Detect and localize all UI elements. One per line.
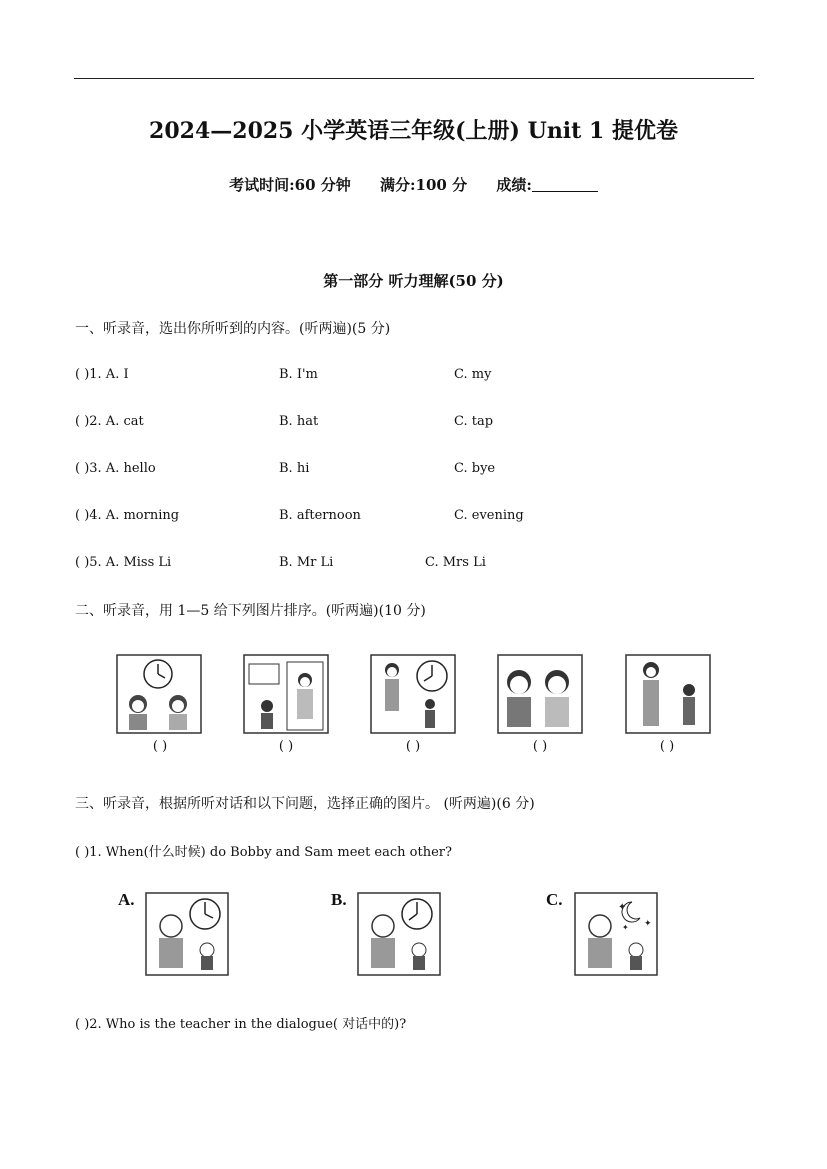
option-c: C. my: [454, 367, 492, 382]
exam-time: 考试时间:60 分钟: [229, 176, 351, 194]
grade-field: 成绩:: [496, 176, 598, 194]
picture-woman-boy: [625, 654, 711, 734]
section-title: 第一部分 听力理解(50 分): [323, 272, 504, 290]
question-a: ( )2. A. cat: [75, 414, 144, 429]
part1-heading: 一、听录音，选出你所听到的内容。(听两遍)(5 分): [75, 321, 391, 337]
question-a: ( )3. A. hello: [75, 461, 156, 476]
option-b: B. hat: [279, 414, 319, 429]
order-blank-3[interactable]: ( ): [405, 739, 421, 754]
picture-boy-girl: [497, 654, 583, 734]
option-b-picture[interactable]: [357, 892, 441, 976]
part3-heading: 三、听录音，根据所听对话和以下问题，选择正确的图片。 (听两遍)(6 分): [75, 796, 535, 812]
picture-door-woman: [243, 654, 329, 734]
svg-text:✦: ✦: [622, 923, 629, 932]
full-score: 满分:100 分: [380, 176, 468, 194]
order-blank-1[interactable]: ( ): [152, 739, 168, 754]
part2-heading: 二、听录音，用 1—5 给下列图片排序。(听两遍)(10 分): [75, 603, 426, 619]
picture-woman-clock: [370, 654, 456, 734]
option-a-picture[interactable]: [145, 892, 229, 976]
question-a: ( )5. A. Miss Li: [75, 555, 172, 570]
option-b: B. afternoon: [279, 508, 361, 523]
question-a: ( )1. A. I: [75, 367, 129, 382]
question-a: ( )4. A. morning: [75, 508, 180, 523]
option-c: C. Mrs Li: [425, 555, 486, 570]
grade-blank: [532, 177, 598, 192]
option-c-label: C.: [546, 890, 563, 909]
order-blank-5[interactable]: ( ): [659, 739, 675, 754]
top-rule: [74, 78, 754, 79]
svg-text:✦: ✦: [644, 919, 652, 929]
option-b: B. hi: [279, 461, 310, 476]
option-b: B. Mr Li: [279, 555, 334, 570]
option-c: C. bye: [454, 461, 496, 476]
svg-text:✦: ✦: [618, 902, 627, 913]
picture-girls-clock: [116, 654, 202, 734]
exam-meta: [0, 174, 827, 195]
part3-question-1: ( )1. When(什么时候) do Bobby and Sam meet each other?: [75, 845, 452, 860]
order-blank-4[interactable]: ( ): [532, 739, 548, 754]
option-b: B. I'm: [279, 367, 318, 382]
option-a-label: A.: [118, 890, 135, 909]
option-c-picture[interactable]: [574, 892, 658, 976]
option-c: C. evening: [454, 508, 524, 523]
page-title: 2024—2025 小学英语三年级(上册) Unit 1 提优卷: [149, 118, 678, 144]
option-b-label: B.: [331, 890, 347, 909]
part3-question-2: ( )2. Who is the teacher in the dialogue( 对话中的)?: [75, 1017, 407, 1032]
order-blank-2[interactable]: ( ): [278, 739, 294, 754]
option-c: C. tap: [454, 414, 494, 429]
